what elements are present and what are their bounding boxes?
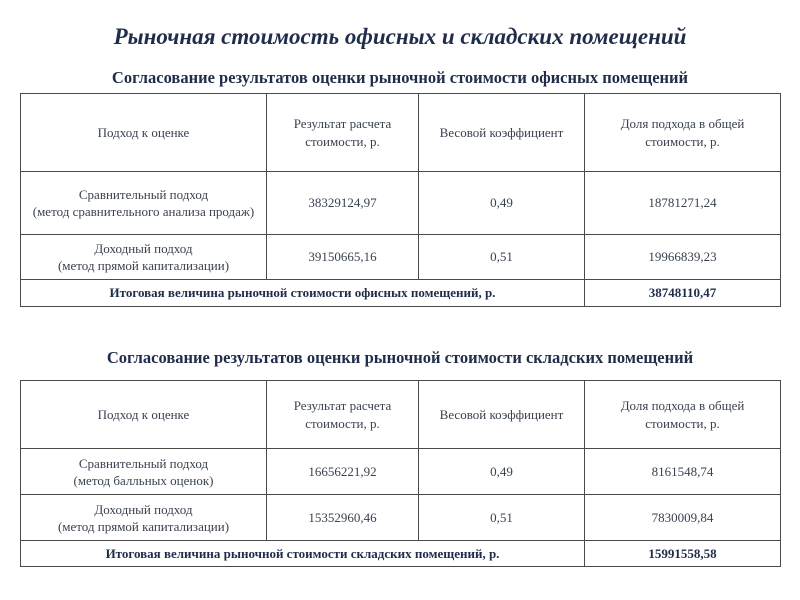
- total-label: Итоговая величина рыночной стоимости складских помещений, р.: [21, 541, 585, 567]
- result-cell: 16656221,92: [267, 449, 419, 495]
- total-value: 15991558,58: [585, 541, 781, 567]
- approach-name: Доходный подход: [94, 241, 193, 256]
- approach-name: Доходный подход: [94, 501, 193, 517]
- table-header-row: [21, 381, 781, 449]
- table-row: [21, 495, 781, 541]
- warehouse-valuation-table: [20, 380, 781, 567]
- weight-cell: 0,49: [419, 172, 585, 235]
- header-approach: Подход к оценке: [21, 381, 267, 449]
- approach-cell: [21, 172, 267, 235]
- table-row: [21, 172, 781, 235]
- share-cell: 8161548,74: [585, 449, 781, 495]
- table-header-row: [21, 94, 781, 172]
- result-cell: 39150665,16: [267, 235, 419, 280]
- share-cell: 7830009,84: [585, 495, 781, 541]
- office-section-title: Согласование результатов оценки рыночной стоимости офисных помещений: [111, 68, 689, 87]
- header-result: Результат расчета стоимости, р.: [267, 94, 419, 172]
- approach-method: (метод прямой капитализации): [57, 258, 230, 273]
- header-share: Доля подхода в общей стоимости, р.: [585, 381, 781, 449]
- approach-method: (метод прямой капитализации): [57, 518, 230, 534]
- header-result: Результат расчета стоимости, р.: [267, 381, 419, 449]
- approach-name: Сравнительный подход: [78, 455, 209, 471]
- office-valuation-table: [20, 93, 781, 307]
- total-row: [21, 280, 781, 307]
- header-weight: Весовой коэффициент: [419, 381, 585, 449]
- result-cell: 38329124,97: [267, 172, 419, 235]
- total-value: 38748110,47: [585, 280, 781, 307]
- table-row: [21, 235, 781, 280]
- approach-method: (метод балльных оценок): [73, 472, 214, 488]
- approach-cell: [21, 235, 267, 280]
- approach-name: Сравнительный подход: [78, 187, 209, 202]
- warehouse-section-title: Согласование результатов оценки рыночной стоимости складских помещений: [106, 348, 694, 367]
- page-title: Рыночная стоимость офисных и складских помещений: [113, 24, 687, 49]
- approach-cell: [21, 449, 267, 495]
- weight-cell: 0,51: [419, 495, 585, 541]
- table-row: [21, 449, 781, 495]
- header-weight: Весовой коэффициент: [419, 94, 585, 172]
- weight-cell: 0,49: [419, 449, 585, 495]
- result-cell: 15352960,46: [267, 495, 419, 541]
- share-cell: 19966839,23: [585, 235, 781, 280]
- total-row: [21, 541, 781, 567]
- approach-cell: [21, 495, 267, 541]
- header-share: Доля подхода в общей стоимости, р.: [585, 94, 781, 172]
- weight-cell: 0,51: [419, 235, 585, 280]
- approach-method: (метод сравнительного анализа продаж): [32, 204, 255, 219]
- total-label: Итоговая величина рыночной стоимости офисных помещений, р.: [21, 280, 585, 307]
- header-approach: Подход к оценке: [21, 94, 267, 172]
- share-cell: 18781271,24: [585, 172, 781, 235]
